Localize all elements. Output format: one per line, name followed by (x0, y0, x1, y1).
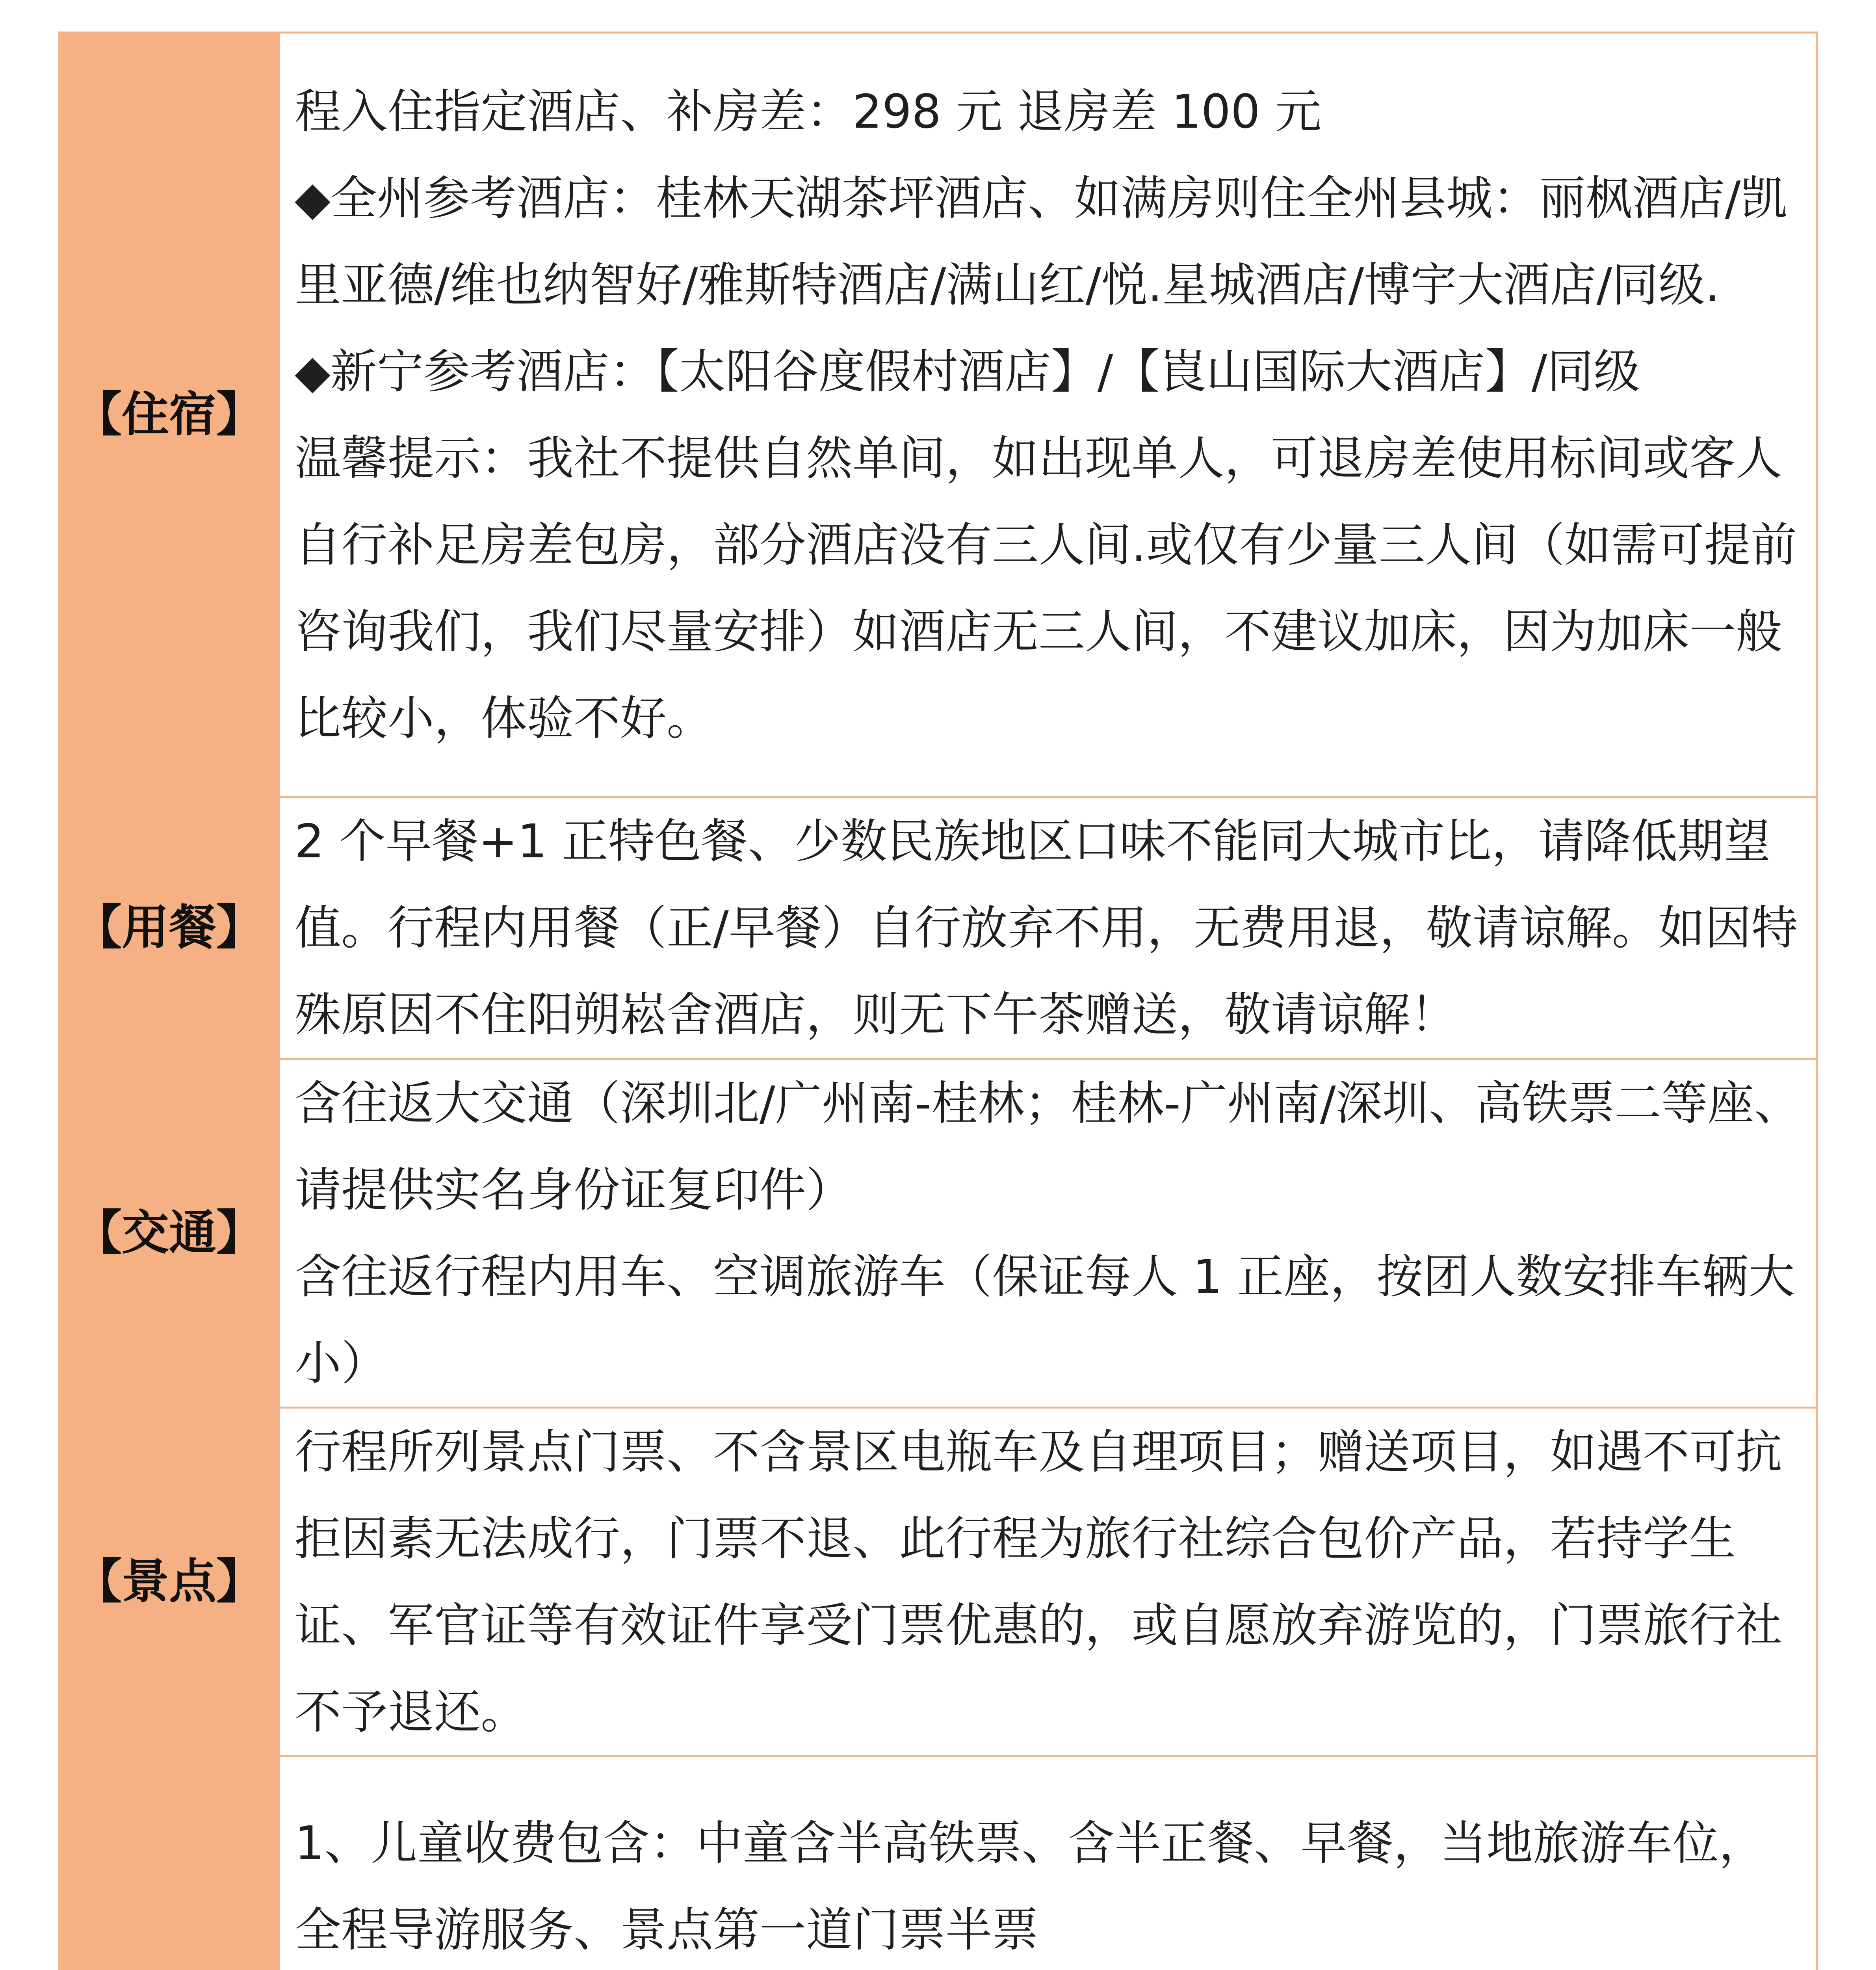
table-row-child-fees (59, 1756, 1817, 1970)
child-fees-line: 1、儿童收费包含：中童含半高铁票、含半正餐、早餐，当地旅游车位，全程导游服务、景点第一道门票半票 (295, 1816, 1766, 1957)
transport-line: 含往返大交通（深圳北/广州南-桂林；桂林-广州南/深圳、高铁票二等座、请提供实名身份证复印件） (295, 1076, 1801, 1217)
table-row-attractions (59, 1408, 1817, 1756)
accommodation-line: 程入住指定酒店、补房差：298 元 退房差 100 元 (295, 84, 1322, 139)
meals-line: 2 个早餐+1 正特色餐、少数民族地区口味不能同大城市比，请降低期望值。行程内用餐（正/早餐）自行放弃不用，无费用退，敬请谅解。如因特殊原因不住阳朔崧舍酒店，则无下午茶赠送，敬请谅解！ (295, 814, 1798, 1042)
accommodation-line: 温馨提示：我社不提供自然单间，如出现单人，可退房差使用标间或客人自行补足房差包房，部分酒店没有三人间.或仅有少量三人间（如需可提前咨询我们，我们尽量安排）如酒店无三人间，不建议加床，因为加床一般比较小，体验不好。 (295, 431, 1797, 745)
label-accommodation: 【住宿】 (59, 33, 279, 797)
accommodation-line: ◆新宁参考酒店：【太阳谷度假村酒店】/【崀山国际大酒店】/同级 (295, 344, 1640, 399)
table-row-accommodation (59, 33, 1817, 797)
accommodation-line: ◆全州参考酒店：桂林天湖茶坪酒店、如满房则住全州县城：丽枫酒店/凯里亚德/维也纳智好/雅斯特酒店/满山红/悦.星城酒店/博宇大酒店/同级. (295, 171, 1787, 312)
table-row-meals (59, 797, 1817, 1059)
content-attractions (279, 1408, 1817, 1756)
label-attractions: 【景点】 (59, 1408, 279, 1756)
label-child-fees (59, 1756, 279, 1970)
content-meals (279, 797, 1817, 1059)
attractions-line: 行程所列景点门票、不含景区电瓶车及自理项目；赠送项目，如遇不可抗拒因素无法成行，门票不退、此行程为旅行社综合包价产品，若持学生证、军官证等有效证件享受门票优惠的，或自愿放弃游览的，门票旅行社不予退还。 (295, 1425, 1783, 1739)
content-accommodation (279, 33, 1817, 797)
label-transport: 【交通】 (59, 1059, 279, 1408)
transport-line: 含往返行程内用车、空调旅游车（保证每人 1 正座，按团人数安排车辆大小） (295, 1249, 1795, 1390)
content-transport (279, 1059, 1817, 1408)
content-child-fees (279, 1756, 1817, 1970)
itinerary-info-table (58, 32, 1818, 1970)
table-row-transport (59, 1059, 1817, 1408)
label-meals: 【用餐】 (59, 797, 279, 1059)
